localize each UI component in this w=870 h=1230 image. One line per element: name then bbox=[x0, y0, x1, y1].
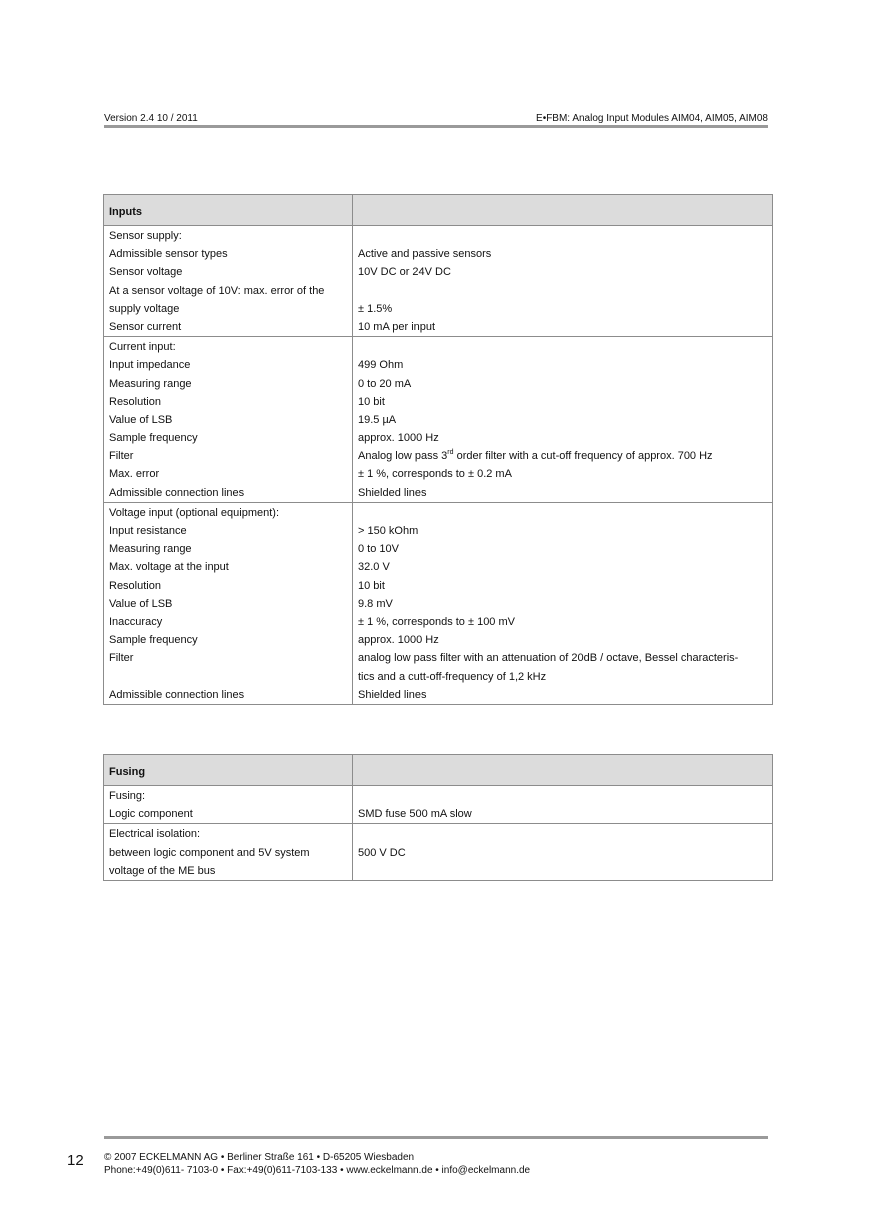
isolation-labels bbox=[104, 824, 353, 881]
spec-value: > 150 kOhm bbox=[358, 525, 419, 537]
current-input-row bbox=[104, 337, 773, 503]
spec-label: Filter bbox=[109, 652, 134, 665]
spec-value: 19.5 µA bbox=[358, 413, 397, 426]
spec-value: ± 1 %, corresponds to ± 100 mV bbox=[358, 615, 515, 628]
spec-value: analog low pass filter with an attenuation of 20dB / octave, Bessel characteris- bbox=[358, 652, 739, 665]
spec-label: Sensor supply: bbox=[109, 230, 182, 242]
spec-value bbox=[358, 338, 767, 356]
spec-label: Electrical isolation: bbox=[109, 828, 201, 841]
spec-label: At a sensor voltage of 10V: max. error of the bbox=[109, 284, 325, 297]
fusing-header-row bbox=[104, 755, 773, 786]
sensor-supply-labels bbox=[104, 226, 353, 337]
fusing-heading-empty bbox=[353, 755, 773, 786]
spec-label: Sample frequency bbox=[109, 432, 198, 445]
spec-label: Resolution bbox=[109, 395, 161, 408]
spec-value: 10V DC or 24V DC bbox=[358, 266, 451, 279]
spec-label: Value of LSB bbox=[109, 597, 173, 610]
spec-value bbox=[358, 282, 767, 300]
filter-ordinal-suffix: rd bbox=[447, 449, 454, 457]
voltage-input-values bbox=[353, 502, 773, 704]
filter-value bbox=[358, 447, 767, 465]
spec-value: ± 1.5% bbox=[358, 302, 393, 315]
spec-label: voltage of the ME bus bbox=[109, 864, 216, 877]
footer-contact: Phone:+49(0)611- 7103-0 • Fax:+49(0)611-7103-133 • www.eckelmann.de • info@eckelmann.de bbox=[104, 1165, 531, 1176]
spec-label bbox=[109, 668, 347, 686]
page-number: 12 bbox=[67, 1152, 84, 1169]
spec-label: Current input: bbox=[109, 341, 176, 354]
spec-label: Admissible sensor types bbox=[109, 248, 228, 261]
spec-label: Max. error bbox=[109, 468, 160, 481]
spec-label: Sensor voltage bbox=[109, 266, 183, 279]
spec-label: Input resistance bbox=[109, 525, 187, 537]
spec-value: 10 bit bbox=[358, 395, 385, 408]
spec-label: Logic component bbox=[109, 808, 193, 821]
fuse-row bbox=[104, 786, 773, 824]
spec-label: Inaccuracy bbox=[109, 615, 163, 628]
spec-value: 500 V DC bbox=[358, 846, 406, 859]
filter-text-pre: Analog low pass 3 bbox=[358, 450, 448, 463]
spec-value bbox=[358, 862, 767, 880]
fusing-heading: Fusing bbox=[104, 755, 353, 786]
spec-label: Admissible connection lines bbox=[109, 688, 245, 701]
footer-rule bbox=[104, 1136, 768, 1139]
voltage-input-row bbox=[104, 502, 773, 704]
spec-label: Sensor current bbox=[109, 320, 182, 333]
version-label: Version 2.4 10 / 2011 bbox=[104, 113, 198, 124]
sensor-supply-row bbox=[104, 226, 773, 337]
inputs-heading: Inputs bbox=[104, 195, 353, 226]
fusing-table bbox=[103, 754, 773, 881]
spec-value bbox=[358, 227, 767, 245]
spec-value bbox=[358, 787, 767, 805]
spec-value: 10 bit bbox=[358, 579, 385, 592]
inputs-heading-empty bbox=[353, 195, 773, 226]
inputs-table bbox=[103, 194, 773, 705]
spec-value: Shielded lines bbox=[358, 486, 427, 499]
footer-address: © 2007 ECKELMANN AG • Berliner Straße 161 • D-65205 Wiesbaden bbox=[104, 1152, 415, 1163]
document-title: E•FBM: Analog Input Modules AIM04, AIM05, AIM08 bbox=[536, 113, 768, 124]
spec-value: 10 mA per input bbox=[358, 320, 436, 333]
spec-label: Fusing: bbox=[109, 790, 146, 802]
voltage-input-labels bbox=[104, 502, 353, 704]
spec-label: between logic component and 5V system bbox=[109, 846, 310, 859]
spec-value bbox=[358, 825, 767, 843]
inputs-header-row bbox=[104, 195, 773, 226]
spec-label: Sample frequency bbox=[109, 634, 198, 647]
spec-label: Resolution bbox=[109, 579, 161, 592]
spec-value: 0 to 10V bbox=[358, 543, 399, 556]
spec-label: Voltage input (optional equipment): bbox=[109, 506, 280, 519]
spec-value: tics and a cutt-off-frequency of 1,2 kHz bbox=[358, 670, 547, 683]
spec-value: 9.8 mV bbox=[358, 597, 393, 610]
spec-value: SMD fuse 500 mA slow bbox=[358, 808, 472, 821]
spec-value: Shielded lines bbox=[358, 688, 427, 701]
spec-value bbox=[358, 504, 767, 522]
spec-value: approx. 1000 Hz bbox=[358, 634, 439, 647]
spec-label: Filter bbox=[109, 450, 134, 463]
spec-value: 0 to 20 mA bbox=[358, 377, 412, 390]
spec-label: Measuring range bbox=[109, 377, 192, 390]
isolation-values bbox=[353, 824, 773, 881]
filter-text-post: order filter with a cut-off frequency of approx. 700 Hz bbox=[453, 450, 713, 463]
spec-label: Admissible connection lines bbox=[109, 486, 245, 499]
spec-value: Active and passive sensors bbox=[358, 248, 492, 261]
current-input-labels bbox=[104, 337, 353, 503]
sensor-supply-values bbox=[353, 226, 773, 337]
spec-value: approx. 1000 Hz bbox=[358, 432, 439, 445]
fuse-values bbox=[353, 786, 773, 824]
spec-value: 499 Ohm bbox=[358, 359, 404, 372]
current-input-values bbox=[353, 337, 773, 503]
page-footer bbox=[104, 1151, 530, 1177]
isolation-row bbox=[104, 824, 773, 881]
spec-label: Input impedance bbox=[109, 359, 191, 372]
spec-value: 32.0 V bbox=[358, 561, 390, 574]
fuse-labels bbox=[104, 786, 353, 824]
spec-label: Value of LSB bbox=[109, 413, 173, 426]
spec-value: ± 1 %, corresponds to ± 0.2 mA bbox=[358, 468, 512, 481]
spec-label: supply voltage bbox=[109, 302, 180, 315]
header-rule bbox=[104, 125, 768, 128]
spec-label: Measuring range bbox=[109, 543, 192, 556]
spec-label: Max. voltage at the input bbox=[109, 561, 229, 574]
